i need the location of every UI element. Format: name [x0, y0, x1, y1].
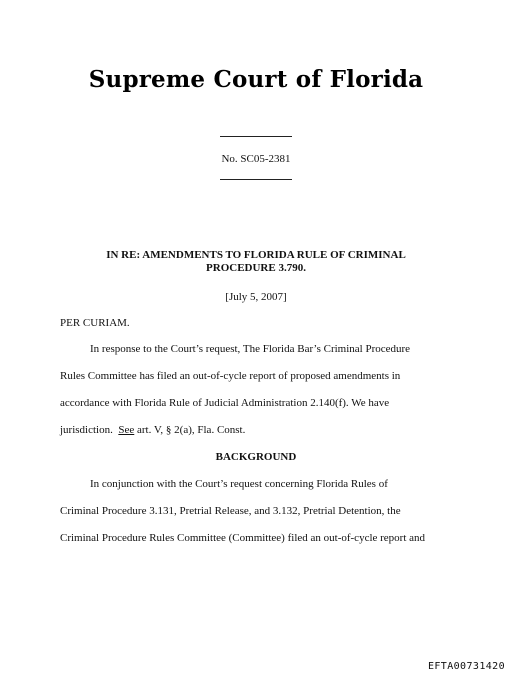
per-curiam-label: PER CURIAM.: [60, 317, 130, 329]
paragraph-1-line-2: Rules Committee has filed an out-of-cycle report of proposed amendments in: [60, 370, 401, 382]
court-title: Supreme Court of Florida: [88, 66, 424, 93]
opinion-heading-line-1: IN RE: AMENDMENTS TO FLORIDA RULE OF CRIMINAL: [106, 249, 406, 261]
divider-rule-bottom: [220, 179, 292, 180]
paragraph-1-line-4-suffix: art. V, § 2(a), Fla. Const.: [134, 424, 246, 436]
opinion-date: [July 5, 2007]: [225, 291, 287, 303]
paragraph-1-line-3: accordance with Florida Rule of Judicial Administration 2.140(f). We have: [60, 397, 390, 409]
paragraph-2-line-2: Criminal Procedure 3.131, Pretrial Release, and 3.132, Pretrial Detention, the: [60, 505, 401, 517]
paragraph-1-line-4: [60, 424, 245, 436]
opinion-heading: [0, 249, 512, 275]
bates-stamp: EFTA00731420: [427, 661, 505, 672]
section-heading-background: BACKGROUND: [215, 451, 297, 463]
paragraph-1-line-4-prefix: jurisdiction.: [60, 424, 119, 436]
paragraph-2-line-1: In conjunction with the Court’s request concerning Florida Rules of: [90, 478, 388, 490]
paragraph-2-line-3: Criminal Procedure Rules Committee (Committee) filed an out-of-cycle report and: [60, 532, 426, 544]
see-signal: See: [118, 424, 135, 436]
paragraph-1-line-1: In response to the Court’s request, The Florida Bar’s Criminal Procedure: [90, 343, 411, 355]
case-number: No. SC05-2381: [221, 153, 291, 165]
opinion-heading-line-2: PROCEDURE 3.790.: [206, 262, 306, 274]
divider-rule-top: [220, 136, 292, 137]
